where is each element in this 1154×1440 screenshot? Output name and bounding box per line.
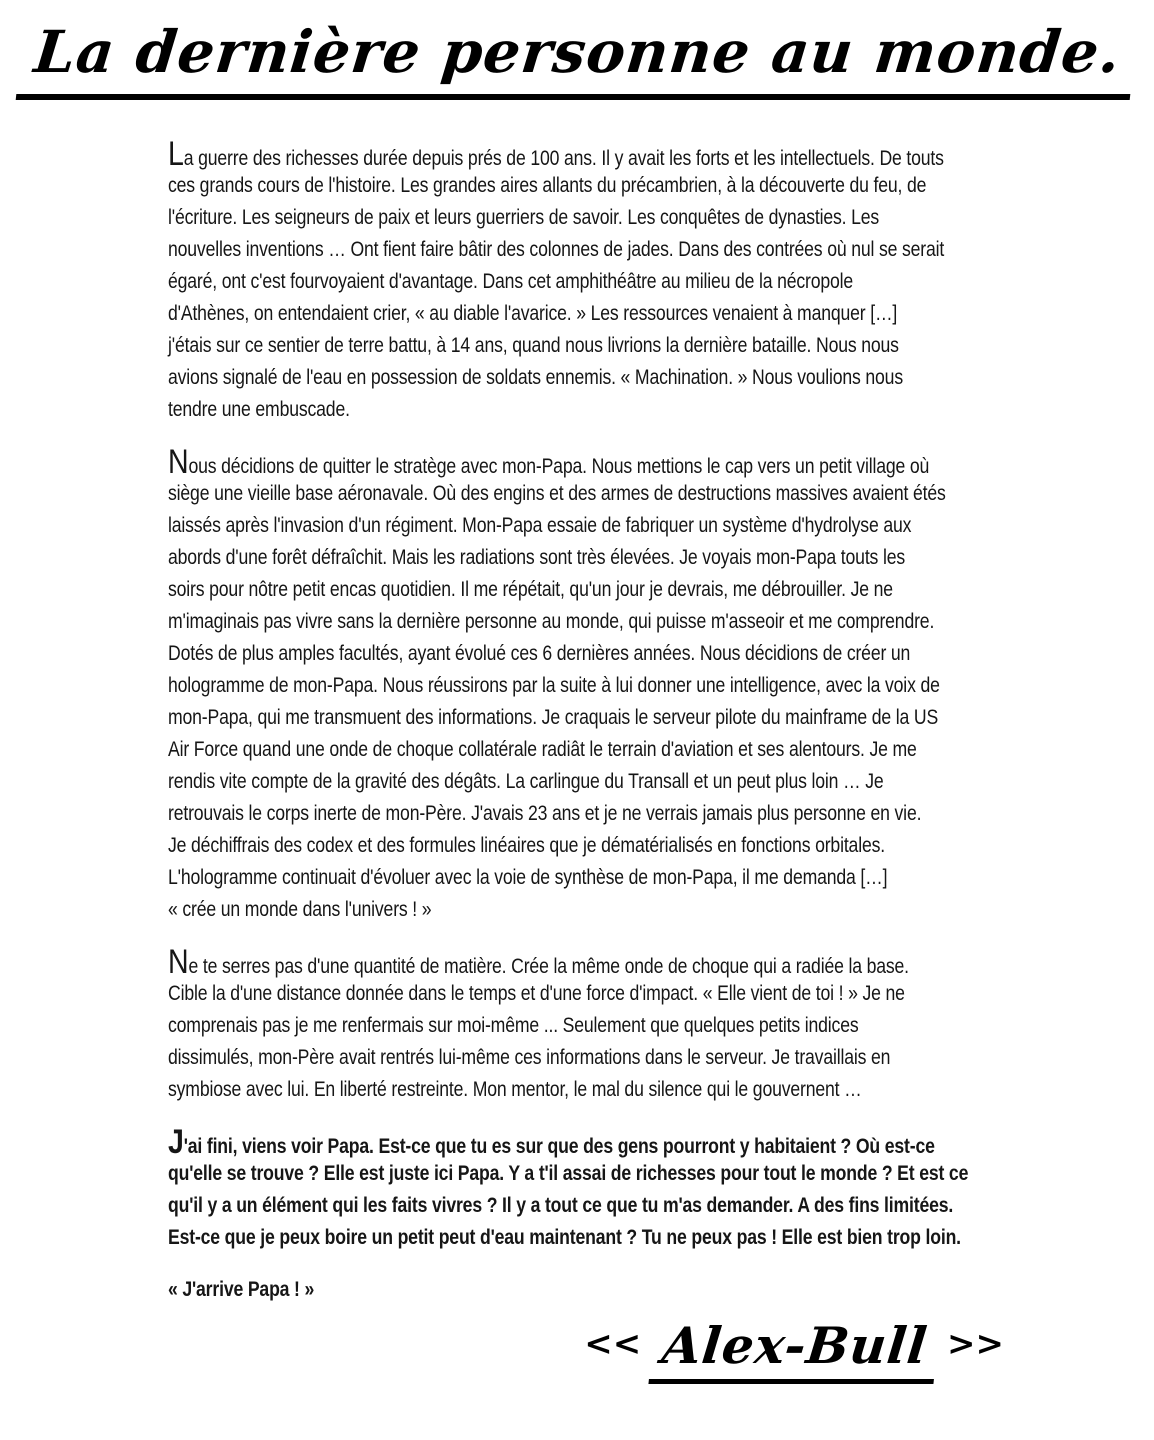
story-line: avions signalé de l'eau en possession de soldats ennemis. « Machination. » Nous voulions nous — [168, 366, 903, 389]
story-line: laissés après l'invasion d'un régiment. Mon-Papa essaie de fabriquer un système d'hydrolyse aux — [168, 514, 912, 537]
story-line: soirs pour nôtre petit encas quotidien. Il me répétait, qu'un jour je devrais, me débrouiller. Je ne — [168, 578, 893, 601]
story-line: Est-ce que je peux boire un petit peut d'eau maintenant ? Tu ne peux pas ! Elle est bien trop loin. — [168, 1226, 961, 1249]
story-line: ces grands cours de l'histoire. Les grandes aires allants du précambrien, à la découverte du feu, de — [168, 174, 927, 197]
story-line: abords d'une forêt défraîchit. Mais les radiations sont très élevées. Je voyais mon-Papa touts les — [168, 546, 905, 569]
story-line: mon-Papa, qui me transmuent des informations. Je craquais le serveur pilote du mainframe de la US — [168, 706, 939, 729]
story-line: tendre une embuscade. — [168, 398, 350, 421]
story-line: retrouvais le corps inerte de mon-Père. J'avais 23 ans et je ne verrais jamais plus personne en vie. — [168, 802, 922, 825]
story-line: siège une vieille base aéronavale. Où des engins et des armes de destructions massives avaient étés — [168, 482, 946, 505]
story-paragraph — [168, 943, 988, 1106]
story-line: symbiose avec lui. En liberté restreinte. Mon mentor, le mal du silence qui le gouvernent … — [168, 1078, 862, 1101]
story-line: J'ai fini, viens voir Papa. Est-ce que tu es sur que des gens pourront y habitaient ? Où est-ce — [168, 1123, 935, 1161]
story-line: Ne te serres pas d'une quantité de matière. Crée la même onde de choque qui a radiée la base. — [168, 943, 909, 981]
story-line: Nous décidions de quitter le stratège avec mon-Papa. Nous mettions le cap vers un petit village où — [168, 443, 930, 481]
story-line: comprenais pas je me renfermais sur moi-même ... Seulement que quelques petits indices — [168, 1014, 859, 1037]
story-line: dissimulés, mon-Père avait rentrés lui-même ces informations dans le serveur. Je travaillais en — [168, 1046, 891, 1069]
dropcap: N — [168, 943, 189, 981]
document-header — [0, 0, 1154, 100]
story-line: j'étais sur ce sentier de terre battu, à 14 ans, quand nous livrions la dernière bataille. Nous nous — [168, 334, 899, 357]
story-line: d'Athènes, on entendaient crier, « au diable l'avarice. » Les ressources venaient à manquer […] — [168, 302, 898, 325]
document-title — [0, 18, 1154, 100]
story-line: hologramme de mon-Papa. Nous réussirons par la suite à lui donner une intelligence, avec la voix de — [168, 674, 940, 697]
story-line: L'hologramme continuait d'évoluer avec la voie de synthèse de mon-Papa, il me demanda […] — [168, 866, 888, 889]
story-line: l'écriture. Les seigneurs de paix et leurs guerriers de savoir. Les conquêtes de dynasties. Les — [168, 206, 880, 229]
story-line: nouvelles inventions … Ont fient faire bâtir des colonnes de jades. Dans des contrées où nul se serait — [168, 238, 945, 261]
signature-suffix: >> — [947, 1324, 1004, 1364]
signature-row — [584, 1316, 1004, 1384]
story-paragraph — [168, 443, 988, 926]
story-line: Cible la d'une distance donnée dans le temps et d'une force d'impact. « Elle vient de toi ! » Je ne — [168, 982, 905, 1005]
dropcap: N — [168, 443, 189, 481]
story-body — [168, 135, 988, 1306]
story-line: La guerre des richesses durée depuis prés de 100 ans. Il y avait les forts et les intellectuels. De touts — [168, 135, 944, 173]
story-line: qu'il y a un élément qui les faits vivres ? Il y a tout ce que tu m'as demander. A des fins limitées. — [168, 1194, 954, 1217]
dropcap: L — [168, 135, 184, 173]
story-line: m'imaginais pas vivre sans la dernière personne au monde, qui puisse m'asseoir et me comprendre. — [168, 610, 935, 633]
story-line: Je déchiffrais des codex et des formules linéaires que je dématérialisés en fonctions orbitales. — [168, 834, 885, 857]
story-line: « crée un monde dans l'univers ! » — [168, 898, 432, 921]
dropcap: J — [168, 1123, 184, 1161]
signature-prefix: << — [584, 1324, 642, 1364]
story-paragraph — [168, 135, 988, 426]
story-line: Air Force quand une onde de choque collatérale radiât le terrain d'aviation et ses alentours. Je me — [168, 738, 917, 761]
story-line: Dotés de plus amples facultés, ayant évolué ces 6 dernières années. Nous décidions de créer un — [168, 642, 911, 665]
author-signature: Alex-Bull — [648, 1316, 940, 1384]
story-line: rendis vite compte de la gravité des dégâts. La carlingue du Transall et un peut plus loin … Je — [168, 770, 884, 793]
story-line: égaré, ont c'est fourvoyaient d'avantage. Dans cet amphithéâtre au milieu de la nécropole — [168, 270, 854, 293]
story-line: « J'arrive Papa ! » — [168, 1278, 315, 1301]
story-line: qu'elle se trouve ? Elle est juste ici Papa. Y a t'il assai de richesses pour tout le monde ? Et est ce — [168, 1162, 969, 1185]
document-title-text: La dernière personne au monde. — [16, 18, 1139, 100]
story-paragraph — [168, 1274, 988, 1306]
story-paragraph — [168, 1123, 988, 1254]
